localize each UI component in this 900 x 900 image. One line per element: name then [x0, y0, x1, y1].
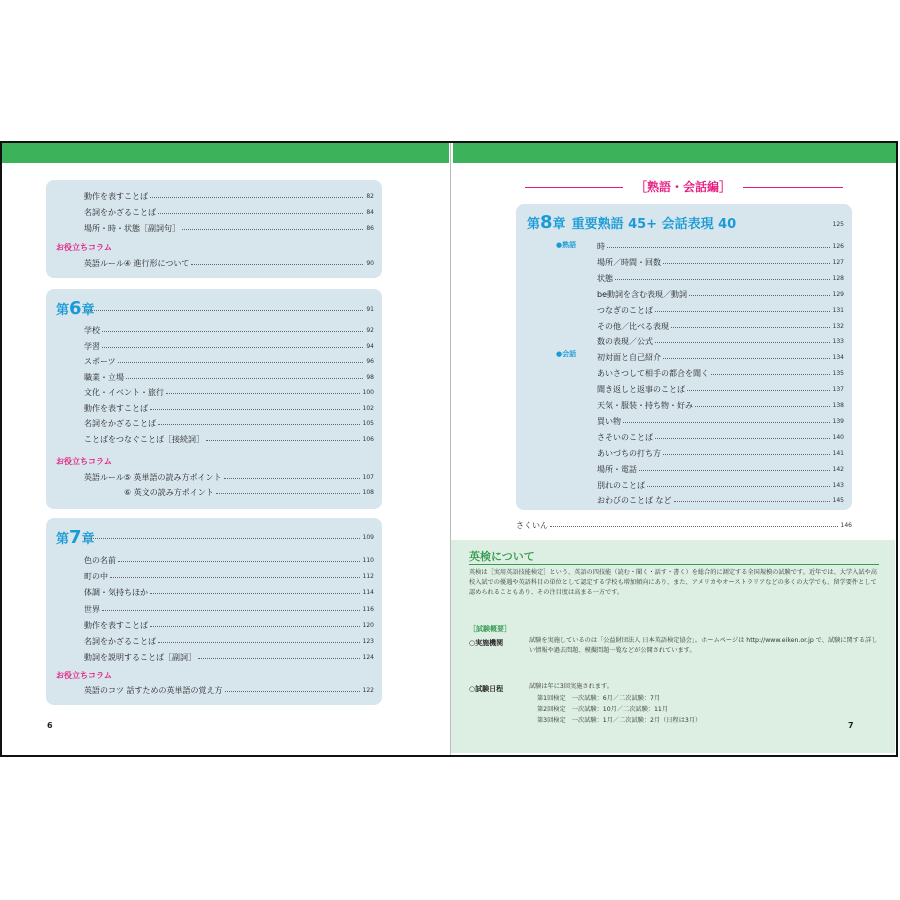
toc-entry-page: 142	[832, 465, 844, 473]
toc-entry	[84, 190, 374, 204]
toc-entry-page: 132	[832, 322, 844, 330]
dot-leader	[550, 526, 838, 527]
toc-entry	[84, 324, 374, 338]
dot-leader	[615, 279, 830, 280]
dot-leader	[674, 501, 830, 502]
toc-entry	[597, 304, 844, 318]
toc-entry-label: つなぎのことば	[597, 305, 653, 315]
toc-entry	[597, 431, 844, 445]
toc-entry-label: その他／比べる表現	[597, 321, 669, 331]
toc-entry	[84, 619, 374, 633]
toc-entry	[84, 355, 374, 369]
toc-entry-label: 英語ルール⑤ 英単語の読み方ポイント	[84, 473, 222, 482]
toc-entry-label: 町の中	[84, 572, 108, 582]
toc-entry-page: 128	[832, 274, 844, 282]
toc-entry-page: 124	[362, 654, 374, 662]
toc-entry-label: 名詞をかざることば	[84, 419, 156, 428]
dot-leader	[118, 561, 360, 562]
toc-entry	[597, 272, 844, 286]
toc-entry-label: 聞き返しと返事のことば	[597, 385, 685, 395]
toc-entry-label: おわびのことば など	[597, 496, 672, 506]
toc-entry-page: 140	[832, 433, 844, 441]
page-number-left: 6	[47, 721, 53, 730]
dot-leader	[150, 626, 360, 627]
toc-entry-page: 129	[832, 290, 844, 298]
toc-entry	[84, 371, 374, 385]
toc-entry-label: 動作を表すことば	[84, 403, 148, 413]
toc-entry-page: 112	[362, 573, 374, 581]
toc-entry-page: 123	[362, 638, 374, 645]
dot-leader	[647, 486, 830, 487]
dot-leader	[84, 310, 363, 311]
toc-entry	[84, 257, 374, 271]
dot-leader	[623, 422, 830, 423]
toc-entry	[597, 383, 844, 397]
toc-entry-label: 時	[597, 242, 605, 251]
toc-entry	[81, 531, 374, 547]
chapter-number: 8	[540, 212, 553, 233]
dot-leader	[158, 642, 360, 643]
eiken-schedule-1: 第1回検定 一次試験：6月／二次試験：7月	[537, 695, 661, 702]
toc-entry-page: 127	[832, 258, 844, 266]
toc-entry-label: 職業・立場	[84, 372, 124, 382]
toc-entry-page: 125	[832, 221, 844, 228]
toc-entry	[597, 463, 844, 477]
toc-entry-page: 133	[832, 338, 844, 346]
dot-leader	[166, 393, 360, 394]
chapter-number: 7	[69, 527, 82, 548]
column-label: お役立ちコラム	[56, 243, 112, 252]
toc-entry-page: 105	[362, 420, 374, 427]
page-number-right: 7	[848, 721, 854, 730]
dot-leader	[158, 213, 363, 214]
toc-entry-label: ⑥ 英文の読み方ポイント	[124, 488, 214, 497]
eiken-heading: 英検について	[469, 550, 535, 563]
toc-entry-page: 91	[366, 306, 374, 313]
toc-entry-label: 動作を表すことば	[84, 192, 148, 201]
toc-entry-page: 146	[840, 522, 852, 529]
dot-leader	[150, 409, 360, 410]
toc-entry	[84, 222, 374, 236]
right-header-bar	[453, 143, 896, 163]
toc-entry-page: 110	[362, 557, 374, 564]
toc-entry	[84, 586, 374, 600]
toc-entry	[84, 402, 374, 416]
dot-leader	[639, 470, 830, 471]
toc-entry-page: 134	[832, 354, 844, 362]
toc-entry-page: 84	[366, 209, 374, 216]
category-title	[525, 180, 843, 194]
chapter-number: 6	[69, 298, 82, 319]
dot-leader	[711, 374, 830, 375]
dot-leader	[102, 331, 363, 332]
toc-entry-page: 126	[832, 243, 844, 250]
dot-leader	[655, 438, 830, 439]
section-label-idioms: ●熟語	[556, 241, 577, 249]
toc-entry-page: 102	[362, 404, 374, 412]
dot-leader	[150, 197, 363, 198]
dot-leader	[191, 264, 363, 265]
dot-leader	[110, 577, 360, 578]
chapter-prefix: 第	[56, 532, 70, 547]
toc-entry-page: 145	[832, 497, 844, 505]
chapter-page-row	[790, 218, 844, 232]
toc-entry	[597, 320, 844, 334]
dot-leader	[102, 347, 363, 348]
chapter-suffix: 章	[81, 532, 95, 547]
toc-entry-label: 動作を表すことば	[84, 620, 148, 630]
dot-leader	[663, 454, 830, 455]
toc-entry-label: ことばをつなぐことば［接続詞］	[84, 434, 204, 444]
chapter-heading	[527, 212, 736, 233]
toc-entry-page: 108	[362, 489, 374, 496]
eiken-label-schedule: ○試験日程	[469, 685, 504, 693]
toc-entry	[81, 303, 374, 318]
toc-entry-label: スポーツ	[84, 357, 116, 366]
toc-entry	[597, 288, 844, 302]
dot-leader	[102, 610, 360, 611]
toc-entry	[84, 603, 374, 617]
toc-entry-label: 学習	[84, 341, 100, 351]
toc-entry	[597, 351, 844, 365]
toc-entry-label: 天気・服装・持ち物・好み	[597, 401, 693, 410]
toc-entry	[597, 335, 844, 349]
toc-entry-page: 120	[362, 621, 374, 629]
toc-entry-page: 96	[366, 358, 374, 365]
toc-entry-label: 世界	[84, 604, 100, 614]
dot-leader	[224, 478, 360, 479]
toc-entry-page: 141	[832, 449, 844, 457]
toc-entry-page: 122	[362, 687, 374, 694]
toc-entry-page: 131	[832, 306, 844, 314]
dot-leader	[84, 538, 360, 539]
dot-leader	[607, 247, 830, 248]
toc-entry-page: 82	[366, 193, 374, 200]
eiken-schedule-2: 第2回検定 一次試験：10月／二次試験：11月	[537, 706, 669, 713]
chapter-prefix: 第	[56, 303, 70, 318]
dot-leader	[695, 406, 830, 407]
toc-entry-label: さくいん	[516, 521, 548, 530]
dot-leader	[655, 311, 830, 312]
dot-leader	[689, 295, 830, 296]
dot-leader	[206, 440, 360, 441]
eiken-paragraph: 英検は［実用英語技能検定］という、英語の四技能（読む・聞く・話す・書く）を総合的に測定する全国規模の試験です。近年では、大学入試や高校入試での優遇や英語科目の単位として認定する学校も増加傾向にあり、また、アメリカやオーストラリアなどの多くの大学でも、留学要件として認められることもあり、その注目度は高まる一方です。	[469, 569, 877, 596]
toc-entry-label: 場所・電話	[597, 464, 637, 474]
dot-leader	[671, 327, 830, 328]
toc-entry	[597, 447, 844, 461]
toc-entry-page: 98	[366, 373, 374, 381]
toc-entry-label: 状態	[597, 273, 613, 283]
eiken-heading-underline	[469, 564, 879, 565]
toc-entry-page: 138	[832, 402, 844, 409]
toc-entry-label: 場所・時・状態［副詞句］	[84, 224, 180, 233]
toc-entry-label: 場所／時間・回数	[597, 257, 661, 267]
left-header-bar	[2, 143, 449, 163]
dot-leader	[663, 263, 830, 264]
toc-entry-label: あいづちの打ち方	[597, 448, 661, 458]
column-label: お役立ちコラム	[56, 671, 112, 680]
dot-leader	[663, 358, 830, 359]
eiken-section	[451, 540, 895, 753]
toc-entry-label: be動詞を含む表現／動詞	[597, 289, 687, 299]
column-label: お役立ちコラム	[56, 457, 112, 466]
toc-entry	[84, 570, 374, 584]
toc-entry	[84, 340, 374, 354]
toc-entry	[84, 206, 374, 220]
toc-entry	[516, 519, 852, 533]
toc-entry-label: さそいのことば	[597, 432, 653, 442]
chapter-suffix: 章	[552, 217, 566, 232]
toc-entry-label: 別れのことば	[597, 480, 645, 490]
chapter-title: 重要熟語 45+ 会話表現 40	[571, 217, 737, 232]
toc-entry-page: 90	[366, 260, 374, 267]
toc-entry	[597, 256, 844, 270]
toc-entry	[84, 684, 374, 698]
toc-entry-page: 106	[362, 435, 374, 443]
toc-entry	[597, 399, 844, 413]
toc-entry-page: 143	[832, 481, 844, 489]
eiken-label-organizer: ○実施機関	[469, 639, 504, 647]
toc-entry-page: 107	[362, 474, 374, 481]
chapter-suffix: 章	[81, 303, 95, 318]
toc-entry	[84, 486, 374, 500]
toc-entry-page: 86	[366, 225, 374, 232]
dot-leader	[216, 493, 360, 494]
toc-entry-label: 数の表現／公式	[597, 337, 653, 347]
toc-entry	[84, 433, 374, 447]
toc-entry	[597, 494, 844, 508]
toc-entry	[84, 386, 374, 400]
toc-entry	[84, 554, 374, 568]
toc-entry-page: 92	[366, 327, 374, 334]
toc-entry-page: 94	[366, 342, 374, 350]
toc-entry	[84, 635, 374, 649]
toc-entry-page: 116	[362, 605, 374, 613]
eiken-text-organizer: 試験を実施しているのは「公益財団法人 日本英語検定協会」。ホームページは http://www.eiken.or.jp で、試験に関する詳しい情報や過去問題、模擬問題一覧などが公開されています。	[529, 637, 878, 654]
dot-leader	[225, 691, 360, 692]
toc-entry-label: 英語のコツ 話すための英単語の覚え方	[84, 686, 223, 695]
toc-entry-page: 114	[362, 589, 374, 597]
toc-entry-label: 名詞をかざることば	[84, 637, 156, 646]
toc-entry	[597, 479, 844, 493]
toc-entry-label: 体調・気持ちほか	[84, 588, 148, 598]
toc-entry-label: 文化・イベント・旅行	[84, 388, 164, 397]
toc-entry-label: 動詞を説明することば［副詞］	[84, 653, 196, 663]
eiken-schedule-3: 第3回検定 一次試験：1月／二次試験：2月（日程は3月）	[537, 717, 702, 724]
toc-entry-page: 100	[362, 389, 374, 396]
toc-entry-page: 137	[832, 386, 844, 394]
toc-entry	[597, 367, 844, 381]
dot-leader	[118, 362, 363, 363]
eiken-text-schedule-intro: 試験は年に3回実施されます。	[529, 683, 613, 690]
toc-entry-label: 英語ルール④ 進行形について	[84, 259, 190, 268]
toc-entry	[84, 471, 374, 485]
toc-entry	[84, 417, 374, 431]
toc-entry	[597, 415, 844, 429]
dot-leader	[158, 424, 360, 425]
toc-entry-label: 色の名前	[84, 556, 116, 565]
dot-leader	[198, 658, 360, 659]
toc-entry-page: 139	[832, 417, 844, 425]
eiken-subheading: ［試験概要］	[469, 625, 511, 633]
category-title-text: ［熟語・会話編］	[634, 180, 731, 194]
toc-entry-page: 135	[832, 370, 844, 378]
dot-leader	[150, 593, 360, 594]
toc-entry-label: 学校	[84, 326, 100, 335]
toc-entry	[597, 240, 844, 254]
toc-entry-label: あいさつして相手の都合を聞く	[597, 369, 709, 379]
dot-leader	[655, 342, 830, 343]
dot-leader	[182, 229, 363, 230]
toc-entry-page: 109	[362, 534, 374, 541]
chapter-prefix: 第	[527, 217, 541, 232]
toc-entry-label: 買い物	[597, 416, 621, 426]
toc-entry-label: 初対面と自己紹介	[597, 353, 661, 363]
dot-leader	[126, 378, 363, 379]
toc-entry-label: 名詞をかざることば	[84, 208, 156, 217]
section-label-conversation: ●会話	[556, 350, 577, 358]
toc-entry	[84, 651, 374, 665]
dot-leader	[687, 390, 830, 391]
